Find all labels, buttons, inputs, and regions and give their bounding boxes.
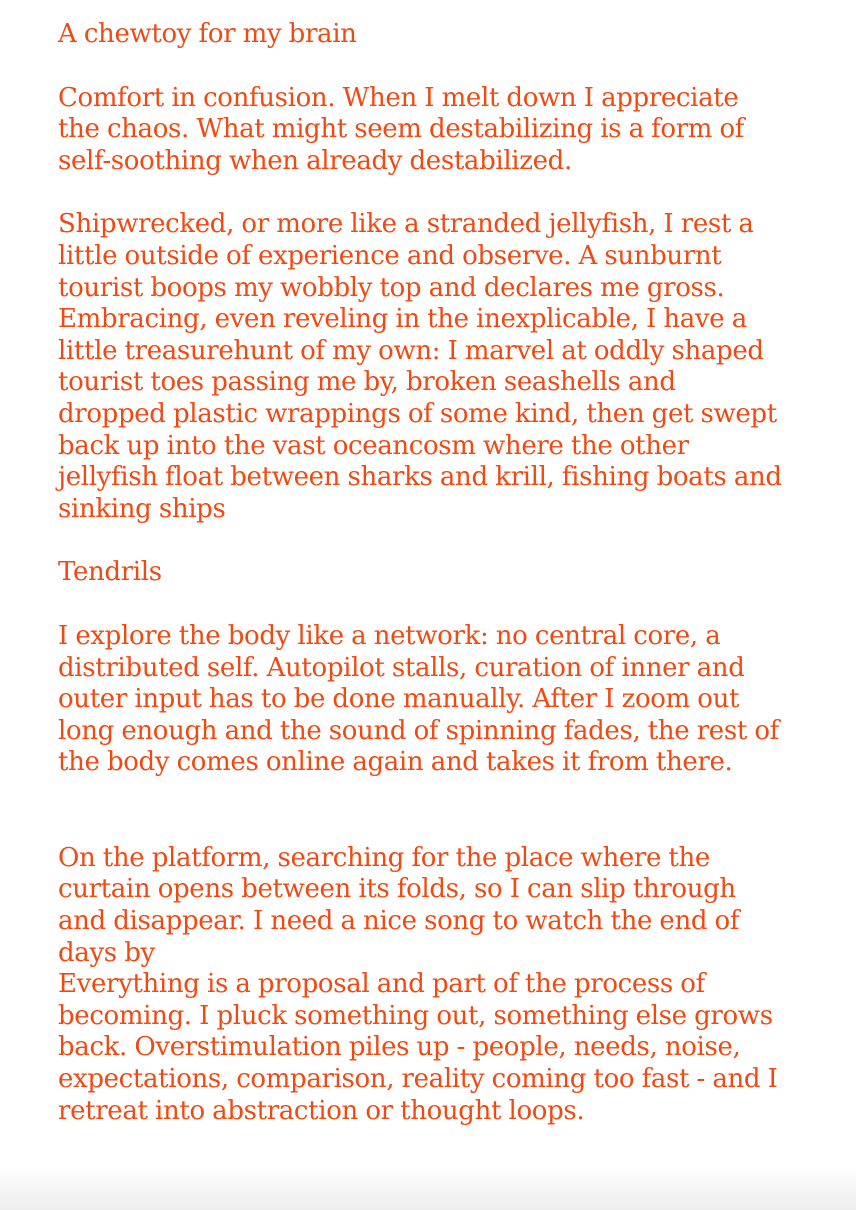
- spacer: [58, 51, 838, 83]
- section-heading-tendrils: Tendrils: [58, 557, 162, 588]
- spacer: [58, 525, 838, 557]
- spacer: [58, 177, 838, 209]
- paragraph-network: I explore the body like a network: no central core, a distributed self. Autopilot stalls, curation of inner and outer input has to be done manually. After I zoom out long enough and the sound of spinning fades, the rest of the body comes online again and takes it from there.: [58, 620, 779, 778]
- paragraph-comfort: Comfort in confusion. When I melt down I appreciate the chaos. What might seem destabilizing is a form of self-soothing when already destabilized.: [58, 82, 745, 176]
- document-body: [58, 19, 838, 1127]
- spacer: [58, 779, 838, 843]
- paragraph-platform: On the platform, searching for the place where the curtain opens between its folds, so I can slip through and disappear. I need a nice song to watch the end of days by: [58, 842, 740, 968]
- bottom-fade: [0, 1168, 856, 1210]
- spacer: [58, 589, 838, 621]
- paragraph-proposal: Everything is a proposal and part of the process of becoming. I pluck something out, something else grows back. Overstimulation piles up - people, needs, noise, expectations, comparison, reality coming too fast - and I retreat into abstraction or thought loops.: [58, 969, 778, 1126]
- document-title: A chewtoy for my brain: [58, 19, 357, 49]
- paragraph-shipwrecked: Shipwrecked, or more like a stranded jellyfish, I rest a little outside of experience and observe. A sunburnt tourist boops my wobbly top and declares me gross. Embracing, even reveling in the inexplicable, I have a little treasurehunt of my own: I marvel at oddly shaped tourist toes passing me by, broken seashells and dropped plastic wrappings of some kind, then get swept back up into the vast oceancosm where the other jellyfish float between sharks and krill, fishing boats and sinking ships: [58, 209, 782, 524]
